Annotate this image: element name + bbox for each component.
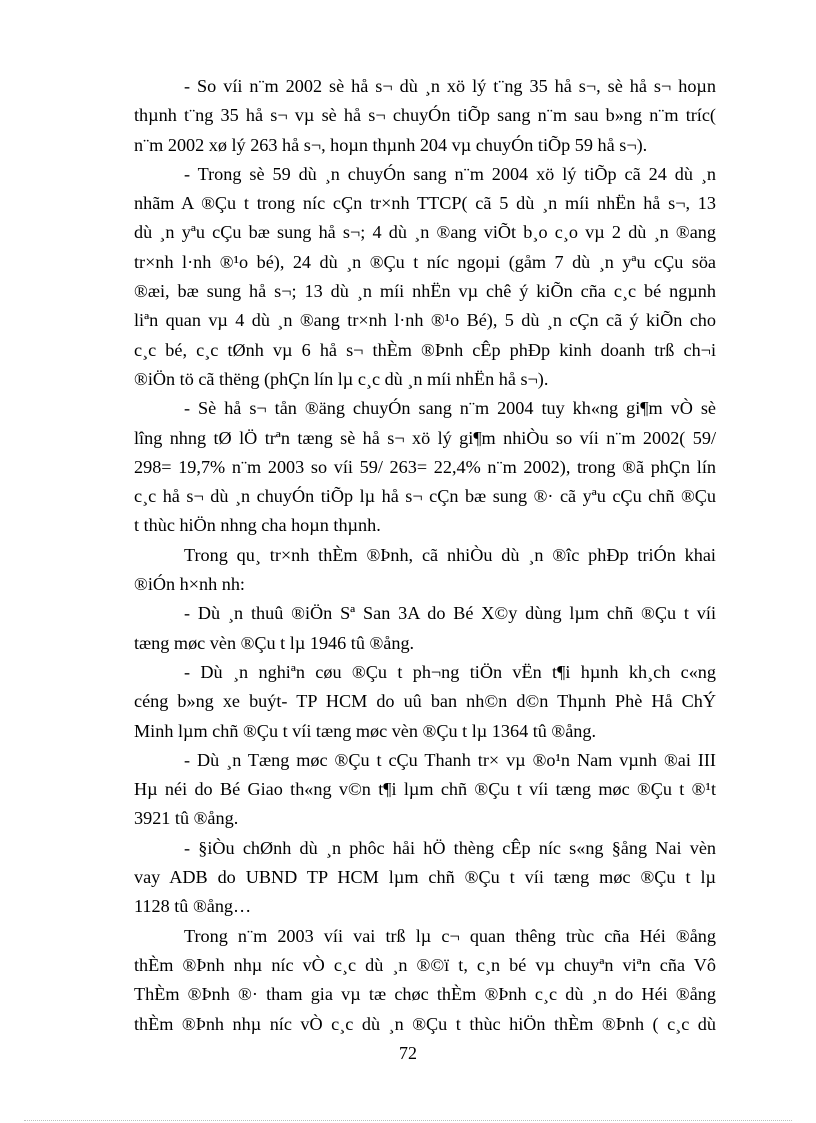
text-line: - Sè hå s¬ tån ®äng chuyÓn sang n¨m 2004 tuy kh«ng gi¶m vÒ sè [184, 398, 716, 419]
text-line: tæng møc vèn ®Çu t lµ 1946 tû ®ång. [134, 632, 415, 653]
text-line: Hµ néi do Bé Giao th«ng v©n t¶i lµm chñ ®Çu t víi tæng møc ®Çu t ®¹t [134, 779, 716, 800]
text-line: - Dù ¸n thuû ®iÖn Sª San 3A do Bé X©y dùng lµm chñ ®Çu t víi [184, 603, 716, 624]
text-line: c¸c bé, c¸c tØnh vµ 6 hå s¬ thÈm ®Þnh cÊp phÐp kinh doanh trß ch¬i [134, 339, 716, 360]
text-line: céng b»ng xe buýt- TP HCM do uû ban nh©n d©n Thµnh Phè Hå ChÝ [134, 691, 716, 712]
text-line: nhãm A ®Çu t trong níc cÇn tr×nh TTCP( cã 5 dù ¸n míi nhËn hå s¬, 13 [134, 193, 716, 214]
text-line: lîng nhng tØ lÖ trªn tæng sè hå s¬ xö lý gi¶m nhiÒu so víi n¨m 2002( 59/ [134, 427, 716, 448]
text-line: liªn quan vµ 4 dù ¸n ®ang tr×nh l·nh ®¹o Bé), 5 dù ¸n cÇn cã ý kiÕn cho [134, 310, 716, 331]
text-line: - So víi n¨m 2002 sè hå s¬ dù ¸n xö lý t¨ng 35 hå s¬, sè hå s¬ hoµn [184, 76, 716, 96]
text-line: thÈm ®Þnh nhµ níc vÒ c¸c dù ¸n ®Çu t thùc hiÖn thÈm ®Þnh ( c¸c dù [134, 1013, 716, 1034]
text-line: - Trong sè 59 dù ¸n chuyÓn sang n¨m 2004 xö lý tiÕp cã 24 dù ¸n [184, 163, 716, 184]
text-line: - Dù ¸n Tæng møc ®Çu t cÇu Thanh tr× vµ ®o¹n Nam vµnh ®ai III [184, 749, 716, 770]
text-line: n¨m 2002 xø lý 263 hå s¬, hoµn thµnh 204 vµ chuyÓn tiÕp 59 hå s¬). [134, 134, 648, 155]
text-line: 3921 tû ®ång. [134, 808, 239, 829]
text-line: thµnh t¨ng 35 hå s¬ vµ sè hå s¬ chuyÓn tiÕp sang n¨m sau b»ng n¨m tríc( [134, 105, 716, 126]
text-line: - Dù ¸n nghiªn cøu ®Çu t ph¬ng tiÖn vËn t¶i hµnh kh¸ch c«ng [184, 661, 716, 682]
text-line: Trong qu¸ tr×nh thÈm ®Þnh, cã nhiÒu dù ¸n ®îc phÐp triÓn khai [184, 544, 716, 565]
text-line: Minh lµm chñ ®Çu t víi tæng møc vèn ®Çu t lµ 1364 tû ®ång. [134, 720, 597, 741]
text-line: tr×nh l·nh ®¹o bé), 24 dù ¸n ®Çu t níc ngoµi (gåm 7 dù ¸n yªu cÇu söa [134, 251, 716, 272]
text-line: ThÈm ®Þnh ®· tham gia vµ tæ chøc thÈm ®Þnh c¸c dù ¸n do Héi ®ång [134, 984, 716, 1005]
text-line: vay ADB do UBND TP HCM lµm chñ ®Çu t víi tæng møc ®Çu t lµ [134, 867, 716, 888]
text-line: - §iÒu chØnh dù ¸n phôc håi hÖ thèng cÊp níc s«ng §ång Nai vèn [184, 837, 716, 858]
text-line: ®æi, bæ sung hå s¬; 13 dù ¸n míi nhËn vµ chê ý kiÕn cña c¸c bé ngµnh [134, 281, 716, 302]
text-line: 298= 19,7% n¨m 2003 so víi 59/ 263= 22,4% n¨m 2002), trong ®ã phÇn lín [134, 456, 716, 477]
text-line: c¸c hå s¬ dù ¸n chuyÓn tiÕp lµ hå s¬ cÇn bæ sung ®· cã yªu cÇu chñ ®Çu [134, 486, 716, 507]
text-line: dù ¸n yªu cÇu bæ sung hå s¬; 4 dù ¸n ®ang viÕt b¸o c¸o vµ 2 dù ¸n ®ang [134, 222, 716, 243]
text-line: 1128 tû ®ång… [134, 896, 252, 917]
text-line: thÈm ®Þnh nhµ níc vÒ c¸c dù ¸n ®©ï t, c¸n bé vµ chuyªn viªn cña Vô [134, 954, 716, 975]
body-text [134, 72, 716, 1039]
page-bottom-divider [24, 1120, 792, 1121]
text-line: ®iÖn tö cã thëng (phÇn lín lµ c¸c dù ¸n míi nhËn hå s¬). [134, 368, 549, 389]
page-number: 72 [399, 1043, 417, 1063]
text-line: ®iÓn h×nh nh: [134, 574, 245, 595]
text-line: t thùc hiÖn nhng cha hoµn thµnh. [134, 515, 381, 536]
text-line: Trong n¨m 2003 víi vai trß lµ c¬ quan thêng trùc cña Héi ®ång [184, 925, 716, 946]
